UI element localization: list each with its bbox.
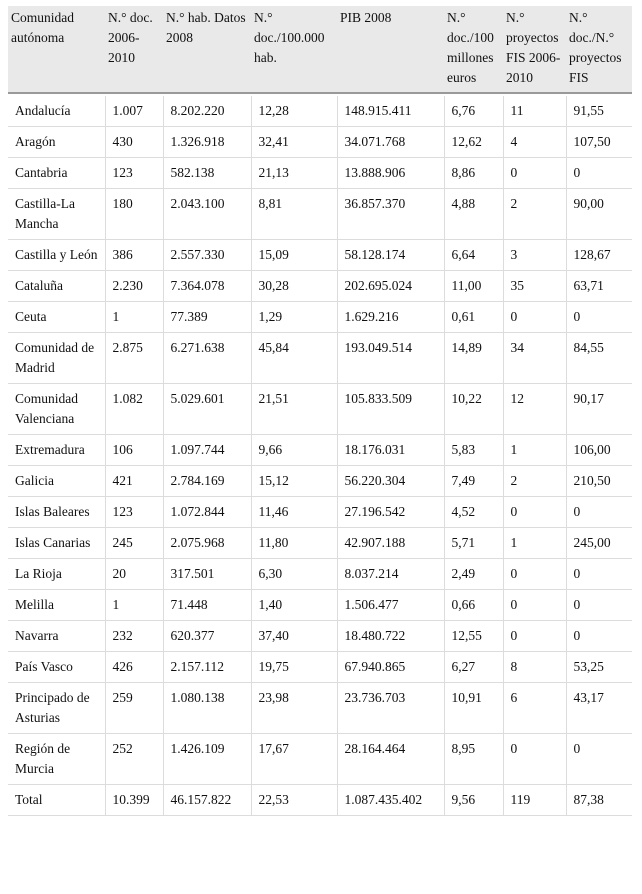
cell-doc-per-fis: 90,17 [566, 384, 632, 435]
cell-doc-per-fis: 90,00 [566, 189, 632, 240]
table-row [8, 240, 632, 271]
cell-comunidad: Islas Baleares [8, 497, 105, 528]
cell-num-doc: 252 [105, 734, 163, 785]
table-row [8, 333, 632, 384]
cell-comunidad: Región de Murcia [8, 734, 105, 785]
cell-num-hab: 2.075.968 [163, 528, 251, 559]
cell-num-doc: 430 [105, 127, 163, 158]
cell-doc-per-euros: 10,91 [444, 683, 503, 734]
cell-doc-per-euros: 6,76 [444, 96, 503, 127]
cell-doc-per-fis: 53,25 [566, 652, 632, 683]
cell-doc-per-euros: 10,22 [444, 384, 503, 435]
cell-doc-per-euros: 9,56 [444, 785, 503, 816]
cell-num-hab: 2.157.112 [163, 652, 251, 683]
cell-doc-per-fis: 91,55 [566, 96, 632, 127]
cell-comunidad: Principado de Asturias [8, 683, 105, 734]
header-doc-per-euros: N.° doc./100 millones euros [444, 6, 503, 93]
cell-num-doc: 123 [105, 497, 163, 528]
cell-doc-per-fis: 128,67 [566, 240, 632, 271]
table-row [8, 590, 632, 621]
cell-pib: 56.220.304 [337, 466, 444, 497]
cell-num-doc: 180 [105, 189, 163, 240]
header-comunidad: Comunidad autónoma [8, 6, 105, 93]
cell-num-hab: 1.080.138 [163, 683, 251, 734]
cell-comunidad: Cataluña [8, 271, 105, 302]
cell-doc-per-fis: 0 [566, 497, 632, 528]
cell-num-fis: 34 [503, 333, 566, 384]
cell-num-doc: 1.007 [105, 96, 163, 127]
cell-num-hab: 6.271.638 [163, 333, 251, 384]
cell-doc-per-fis: 0 [566, 302, 632, 333]
cell-doc-per-euros: 8,95 [444, 734, 503, 785]
cell-num-doc: 426 [105, 652, 163, 683]
cell-pib: 18.480.722 [337, 621, 444, 652]
cell-num-doc: 20 [105, 559, 163, 590]
cell-num-doc: 106 [105, 435, 163, 466]
cell-num-hab: 2.043.100 [163, 189, 251, 240]
cell-doc-per-hab: 22,53 [251, 785, 337, 816]
cell-doc-per-euros: 7,49 [444, 466, 503, 497]
cell-num-fis: 0 [503, 497, 566, 528]
cell-num-hab: 1.426.109 [163, 734, 251, 785]
cell-num-hab: 620.377 [163, 621, 251, 652]
cell-num-hab: 1.326.918 [163, 127, 251, 158]
cell-doc-per-fis: 0 [566, 590, 632, 621]
cell-pib: 58.128.174 [337, 240, 444, 271]
cell-doc-per-euros: 5,71 [444, 528, 503, 559]
cell-comunidad: Comunidad Valenciana [8, 384, 105, 435]
cell-doc-per-hab: 11,46 [251, 497, 337, 528]
header-num-doc: N.° doc. 2006-2010 [105, 6, 163, 93]
cell-num-doc: 259 [105, 683, 163, 734]
header-num-fis: N.° proyectos FIS 2006-2010 [503, 6, 566, 93]
cell-pib: 67.940.865 [337, 652, 444, 683]
table-row [8, 127, 632, 158]
cell-num-doc: 245 [105, 528, 163, 559]
cell-pib: 23.736.703 [337, 683, 444, 734]
cell-num-doc: 421 [105, 466, 163, 497]
cell-pib: 13.888.906 [337, 158, 444, 189]
cell-comunidad: Galicia [8, 466, 105, 497]
table-row [8, 271, 632, 302]
cell-num-doc: 123 [105, 158, 163, 189]
cell-num-fis: 2 [503, 189, 566, 240]
cell-num-fis: 0 [503, 302, 566, 333]
table-row [8, 652, 632, 683]
cell-comunidad: Total [8, 785, 105, 816]
cell-doc-per-fis: 210,50 [566, 466, 632, 497]
cell-doc-per-hab: 8,81 [251, 189, 337, 240]
cell-num-hab: 5.029.601 [163, 384, 251, 435]
cell-doc-per-hab: 19,75 [251, 652, 337, 683]
cell-doc-per-hab: 9,66 [251, 435, 337, 466]
cell-pib: 28.164.464 [337, 734, 444, 785]
cell-doc-per-fis: 84,55 [566, 333, 632, 384]
cell-comunidad: Extremadura [8, 435, 105, 466]
table-row [8, 785, 632, 816]
cell-doc-per-hab: 21,51 [251, 384, 337, 435]
cell-num-fis: 8 [503, 652, 566, 683]
table-row [8, 683, 632, 734]
cell-pib: 27.196.542 [337, 497, 444, 528]
cell-pib: 34.071.768 [337, 127, 444, 158]
cell-pib: 36.857.370 [337, 189, 444, 240]
cell-comunidad: Comunidad de Madrid [8, 333, 105, 384]
cell-num-doc: 386 [105, 240, 163, 271]
cell-doc-per-fis: 43,17 [566, 683, 632, 734]
cell-doc-per-fis: 0 [566, 621, 632, 652]
cell-doc-per-euros: 4,52 [444, 497, 503, 528]
cell-doc-per-hab: 15,12 [251, 466, 337, 497]
cell-doc-per-euros: 6,64 [444, 240, 503, 271]
cell-num-doc: 1 [105, 302, 163, 333]
cell-num-hab: 2.784.169 [163, 466, 251, 497]
cell-doc-per-euros: 5,83 [444, 435, 503, 466]
cell-num-fis: 12 [503, 384, 566, 435]
cell-doc-per-fis: 107,50 [566, 127, 632, 158]
cell-doc-per-euros: 8,86 [444, 158, 503, 189]
cell-num-doc: 1 [105, 590, 163, 621]
cell-pib: 1.629.216 [337, 302, 444, 333]
header-row [8, 6, 632, 93]
cell-doc-per-fis: 106,00 [566, 435, 632, 466]
cell-doc-per-euros: 4,88 [444, 189, 503, 240]
cell-num-fis: 1 [503, 528, 566, 559]
table-body [8, 93, 632, 816]
table-row [8, 734, 632, 785]
cell-doc-per-fis: 0 [566, 158, 632, 189]
header-doc-per-hab: N.° doc./100.000 hab. [251, 6, 337, 93]
cell-comunidad: Navarra [8, 621, 105, 652]
data-table [8, 6, 632, 816]
cell-num-fis: 1 [503, 435, 566, 466]
cell-pib: 18.176.031 [337, 435, 444, 466]
cell-doc-per-hab: 1,40 [251, 590, 337, 621]
cell-doc-per-hab: 11,80 [251, 528, 337, 559]
table-row [8, 528, 632, 559]
cell-num-doc: 1.082 [105, 384, 163, 435]
cell-comunidad: Melilla [8, 590, 105, 621]
table-row [8, 189, 632, 240]
header-pib: PIB 2008 [337, 6, 444, 93]
table-row [8, 435, 632, 466]
table-row [8, 96, 632, 127]
cell-num-hab: 2.557.330 [163, 240, 251, 271]
cell-pib: 1.506.477 [337, 590, 444, 621]
cell-doc-per-euros: 6,27 [444, 652, 503, 683]
cell-num-hab: 317.501 [163, 559, 251, 590]
cell-comunidad: Castilla y León [8, 240, 105, 271]
cell-num-doc: 2.875 [105, 333, 163, 384]
cell-comunidad: Aragón [8, 127, 105, 158]
cell-pib: 42.907.188 [337, 528, 444, 559]
header-doc-per-fis: N.° doc./N.° proyectos FIS [566, 6, 632, 93]
cell-pib: 1.087.435.402 [337, 785, 444, 816]
cell-num-fis: 119 [503, 785, 566, 816]
cell-num-fis: 3 [503, 240, 566, 271]
cell-comunidad: País Vasco [8, 652, 105, 683]
header-num-hab: N.° hab. Datos 2008 [163, 6, 251, 93]
cell-doc-per-hab: 30,28 [251, 271, 337, 302]
cell-doc-per-fis: 63,71 [566, 271, 632, 302]
cell-comunidad: Cantabria [8, 158, 105, 189]
table-row [8, 158, 632, 189]
cell-num-doc: 2.230 [105, 271, 163, 302]
cell-doc-per-hab: 21,13 [251, 158, 337, 189]
cell-pib: 193.049.514 [337, 333, 444, 384]
table-row [8, 497, 632, 528]
cell-num-hab: 582.138 [163, 158, 251, 189]
cell-doc-per-hab: 15,09 [251, 240, 337, 271]
cell-num-fis: 11 [503, 96, 566, 127]
table-row [8, 621, 632, 652]
cell-doc-per-hab: 37,40 [251, 621, 337, 652]
cell-doc-per-hab: 23,98 [251, 683, 337, 734]
cell-comunidad: Andalucía [8, 96, 105, 127]
cell-doc-per-euros: 14,89 [444, 333, 503, 384]
cell-num-fis: 0 [503, 734, 566, 785]
cell-num-doc: 232 [105, 621, 163, 652]
cell-num-fis: 6 [503, 683, 566, 734]
cell-doc-per-euros: 2,49 [444, 559, 503, 590]
cell-doc-per-euros: 11,00 [444, 271, 503, 302]
cell-num-hab: 1.097.744 [163, 435, 251, 466]
cell-pib: 148.915.411 [337, 96, 444, 127]
cell-pib: 202.695.024 [337, 271, 444, 302]
cell-doc-per-hab: 45,84 [251, 333, 337, 384]
cell-num-fis: 0 [503, 158, 566, 189]
cell-doc-per-fis: 0 [566, 734, 632, 785]
cell-num-doc: 10.399 [105, 785, 163, 816]
cell-doc-per-hab: 6,30 [251, 559, 337, 590]
cell-comunidad: Islas Canarias [8, 528, 105, 559]
cell-num-hab: 1.072.844 [163, 497, 251, 528]
cell-doc-per-fis: 0 [566, 559, 632, 590]
cell-doc-per-hab: 12,28 [251, 96, 337, 127]
table-row [8, 384, 632, 435]
cell-pib: 8.037.214 [337, 559, 444, 590]
cell-doc-per-fis: 87,38 [566, 785, 632, 816]
cell-comunidad: Castilla-La Mancha [8, 189, 105, 240]
cell-doc-per-euros: 12,55 [444, 621, 503, 652]
table-row [8, 466, 632, 497]
table-row [8, 559, 632, 590]
cell-num-fis: 2 [503, 466, 566, 497]
cell-num-hab: 7.364.078 [163, 271, 251, 302]
cell-num-fis: 4 [503, 127, 566, 158]
cell-doc-per-euros: 12,62 [444, 127, 503, 158]
cell-comunidad: Ceuta [8, 302, 105, 333]
cell-doc-per-euros: 0,61 [444, 302, 503, 333]
cell-num-hab: 71.448 [163, 590, 251, 621]
cell-doc-per-hab: 17,67 [251, 734, 337, 785]
table-header [8, 6, 632, 93]
cell-num-fis: 0 [503, 590, 566, 621]
cell-doc-per-hab: 32,41 [251, 127, 337, 158]
cell-num-fis: 0 [503, 621, 566, 652]
cell-pib: 105.833.509 [337, 384, 444, 435]
table-row [8, 302, 632, 333]
cell-doc-per-fis: 245,00 [566, 528, 632, 559]
cell-num-hab: 46.157.822 [163, 785, 251, 816]
cell-num-hab: 77.389 [163, 302, 251, 333]
cell-doc-per-hab: 1,29 [251, 302, 337, 333]
cell-num-hab: 8.202.220 [163, 96, 251, 127]
cell-num-fis: 0 [503, 559, 566, 590]
cell-doc-per-euros: 0,66 [444, 590, 503, 621]
cell-num-fis: 35 [503, 271, 566, 302]
cell-comunidad: La Rioja [8, 559, 105, 590]
